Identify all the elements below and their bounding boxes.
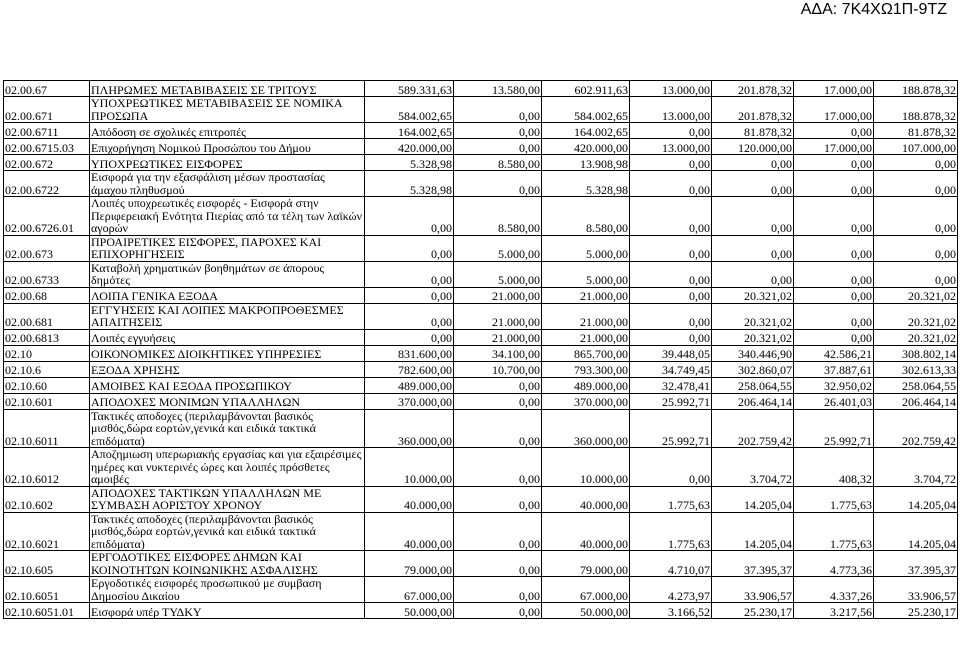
amount-cell: 589.331,63 [365,81,454,97]
amount-cell: 5.328,98 [365,155,454,171]
amount-cell: 17.000,00 [794,97,874,123]
account-description: ΟΙΚΟΝΟΜΙΚΕΣ ΔΙΟΙΚΗΤΙΚΕΣ ΥΠΗΡΕΣΙΕΣ [90,345,365,361]
amount-cell: 0,00 [794,287,874,303]
amount-cell: 202.759,42 [874,409,958,448]
amount-cell: 8.580,00 [454,155,542,171]
amount-cell: 408,32 [794,448,874,487]
amount-cell: 120.000,00 [712,139,794,155]
table-row [4,409,958,448]
amount-cell: 831.600,00 [365,345,454,361]
table-row [4,329,958,345]
amount-cell: 584.002,65 [365,97,454,123]
account-description: Εργοδοτικές εισφορές προσωπικού με συμβαση Δημοσίου Δικαίου [90,577,365,603]
amount-cell: 0,00 [712,155,794,171]
amount-cell: 40.000,00 [365,512,454,551]
account-code: 02.00.67 [4,81,90,97]
amount-cell: 5.000,00 [454,235,542,261]
amount-cell: 3.166,52 [630,603,712,619]
amount-cell: 188.878,32 [874,81,958,97]
amount-cell: 25.992,71 [630,409,712,448]
amount-cell: 1.775,63 [794,486,874,512]
amount-cell: 370.000,00 [542,393,630,409]
amount-cell: 14.205,04 [874,512,958,551]
account-description: ΛΟΙΠΑ ΓΕΝΙΚΑ ΕΞΟΔΑ [90,287,365,303]
amount-cell: 0,00 [794,123,874,139]
amount-cell: 302.860,07 [712,361,794,377]
amount-cell: 14.205,04 [712,486,794,512]
amount-cell: 10.700,00 [454,361,542,377]
amount-cell: 0,00 [454,512,542,551]
amount-cell: 8.580,00 [542,197,630,236]
amount-cell: 34.100,00 [454,345,542,361]
amount-cell: 33.906,57 [874,577,958,603]
amount-cell: 25.230,17 [874,603,958,619]
account-code: 02.10.602 [4,486,90,512]
account-code: 02.00.671 [4,97,90,123]
amount-cell: 5.328,98 [365,171,454,197]
account-description: ΕΞΟΔΑ ΧΡΗΣΗΣ [90,361,365,377]
amount-cell: 1.775,63 [630,512,712,551]
account-description: Αποζημιωση υπερωριακής εργασίας και για εξαιρέσιμες ημέρες και νυκτερινές ώρες και λοιπές πρόσθετες αμοιβές [90,448,365,487]
amount-cell: 13.908,98 [542,155,630,171]
amount-cell: 17.000,00 [794,81,874,97]
amount-cell: 0,00 [454,139,542,155]
amount-cell: 0,00 [365,197,454,236]
amount-cell: 4.773,36 [794,551,874,577]
amount-cell: 0,00 [794,235,874,261]
amount-cell: 0,00 [630,235,712,261]
amount-cell: 20.321,02 [712,287,794,303]
amount-cell: 40.000,00 [542,512,630,551]
amount-cell: 25.992,71 [794,409,874,448]
amount-cell: 10.000,00 [542,448,630,487]
amount-cell: 107.000,00 [874,139,958,155]
amount-cell: 40.000,00 [365,486,454,512]
amount-cell: 0,00 [794,171,874,197]
amount-cell: 0,00 [630,261,712,287]
amount-cell: 0,00 [454,171,542,197]
amount-cell: 50.000,00 [542,603,630,619]
amount-cell: 0,00 [454,393,542,409]
table-row [4,551,958,577]
amount-cell: 360.000,00 [542,409,630,448]
account-description: ΥΠΟΧΡΕΩΤΙΚΕΣ ΜΕΤΑΒΙΒΑΣΕΙΣ ΣΕ ΝΟΜΙΚΑ ΠΡΟΣΩΠΑ [90,97,365,123]
amount-cell: 188.878,32 [874,97,958,123]
amount-cell: 206.464,14 [712,393,794,409]
amount-cell: 33.906,57 [712,577,794,603]
account-description: Εισφορά υπέρ ΤΥΔΚΥ [90,603,365,619]
amount-cell: 0,00 [630,448,712,487]
table-row [4,512,958,551]
amount-cell: 420.000,00 [365,139,454,155]
amount-cell: 21.000,00 [542,287,630,303]
amount-cell: 201.878,32 [712,97,794,123]
amount-cell: 5.000,00 [542,261,630,287]
amount-cell: 26.401,03 [794,393,874,409]
amount-cell: 25.992,71 [630,393,712,409]
amount-cell: 0,00 [454,577,542,603]
amount-cell: 0,00 [365,303,454,329]
amount-cell: 37.395,37 [712,551,794,577]
amount-cell: 14.205,04 [874,486,958,512]
account-code: 02.10.6021 [4,512,90,551]
amount-cell: 0,00 [794,197,874,236]
amount-cell: 202.759,42 [712,409,794,448]
table-row [4,97,958,123]
amount-cell: 0,00 [454,603,542,619]
amount-cell: 0,00 [630,329,712,345]
amount-cell: 79.000,00 [542,551,630,577]
amount-cell: 0,00 [454,486,542,512]
table-row [4,603,958,619]
amount-cell: 0,00 [874,171,958,197]
amount-cell: 13.000,00 [630,81,712,97]
amount-cell: 0,00 [454,448,542,487]
amount-cell: 14.205,04 [712,512,794,551]
amount-cell: 0,00 [712,171,794,197]
amount-cell: 79.000,00 [365,551,454,577]
account-description: ΠΡΟΑΙΡΕΤΙΚΕΣ ΕΙΣΦΟΡΕΣ, ΠΑΡΟΧΕΣ ΚΑΙ ΕΠΙΧΟΡΗΓΗΣΕΙΣ [90,235,365,261]
amount-cell: 25.230,17 [712,603,794,619]
amount-cell: 21.000,00 [454,287,542,303]
table-row [4,139,958,155]
amount-cell: 0,00 [454,123,542,139]
amount-cell: 4.273,97 [630,577,712,603]
amount-cell: 21.000,00 [542,329,630,345]
table-row [4,197,958,236]
amount-cell: 0,00 [630,155,712,171]
table-row [4,303,958,329]
table-row [4,448,958,487]
amount-cell: 20.321,02 [874,329,958,345]
account-description: Τακτικές αποδοχες (περιλαμβάνονται βασικός μισθός,δώρα εορτών,γενικά και ειδικά τακτικά επιδόματα) [90,409,365,448]
amount-cell: 0,00 [794,155,874,171]
amount-cell: 42.586,21 [794,345,874,361]
amount-cell: 0,00 [874,235,958,261]
amount-cell: 370.000,00 [365,393,454,409]
amount-cell: 81.878,32 [712,123,794,139]
account-description: Εισφορά για την εξασφάλιση μέσων προστασίας άμαχου πληθυσμού [90,171,365,197]
amount-cell: 0,00 [630,287,712,303]
table-row [4,123,958,139]
amount-cell: 0,00 [630,171,712,197]
amount-cell: 258.064,55 [712,377,794,393]
amount-cell: 206.464,14 [874,393,958,409]
amount-cell: 81.878,32 [874,123,958,139]
table-row [4,577,958,603]
table-row [4,287,958,303]
amount-cell: 37.395,37 [874,551,958,577]
amount-cell: 0,00 [874,197,958,236]
table-row [4,235,958,261]
amount-cell: 258.064,55 [874,377,958,393]
amount-cell: 3.217,56 [794,603,874,619]
table-row [4,261,958,287]
amount-cell: 21.000,00 [454,329,542,345]
amount-cell: 0,00 [365,329,454,345]
amount-cell: 164.002,65 [542,123,630,139]
account-description: Τακτικές αποδοχες (περιλαμβάνονται βασικός μισθός,δώρα εορτών,γενικά και ειδικά τακτικά επιδόματα) [90,512,365,551]
table-row [4,345,958,361]
table-row [4,361,958,377]
amount-cell: 340.446,90 [712,345,794,361]
table-row [4,393,958,409]
amount-cell: 584.002,65 [542,97,630,123]
amount-cell: 0,00 [630,197,712,236]
account-code: 02.00.672 [4,155,90,171]
amount-cell: 420.000,00 [542,139,630,155]
table-row [4,155,958,171]
account-code: 02.10.6051 [4,577,90,603]
amount-cell: 40.000,00 [542,486,630,512]
amount-cell: 4.710,07 [630,551,712,577]
amount-cell: 0,00 [365,235,454,261]
amount-cell: 0,00 [454,409,542,448]
amount-cell: 782.600,00 [365,361,454,377]
table-row [4,81,958,97]
table-row [4,171,958,197]
account-code: 02.00.673 [4,235,90,261]
table-row [4,486,958,512]
account-description: Απόδοση σε σχολικές επιτροπές [90,123,365,139]
amount-cell: 0,00 [712,235,794,261]
account-code: 02.00.681 [4,303,90,329]
amount-cell: 32.478,41 [630,377,712,393]
amount-cell: 302.613,33 [874,361,958,377]
amount-cell: 489.000,00 [365,377,454,393]
account-description: ΠΛΗΡΩΜΕΣ ΜΕΤΑΒΙΒΑΣΕΙΣ ΣΕ ΤΡΙΤΟΥΣ [90,81,365,97]
amount-cell: 0,00 [874,261,958,287]
account-code: 02.10.60 [4,377,90,393]
amount-cell: 489.000,00 [542,377,630,393]
amount-cell: 1.775,63 [794,512,874,551]
account-code: 02.00.6722 [4,171,90,197]
account-code: 02.00.6715.03 [4,139,90,155]
amount-cell: 865.700,00 [542,345,630,361]
amount-cell: 50.000,00 [365,603,454,619]
account-code: 02.00.6813 [4,329,90,345]
account-code: 02.00.6733 [4,261,90,287]
account-code: 02.00.6711 [4,123,90,139]
amount-cell: 0,00 [712,261,794,287]
amount-cell: 17.000,00 [794,139,874,155]
amount-cell: 13.580,00 [454,81,542,97]
account-description: ΑΠΟΔΟΧΕΣ ΜΟΝΙΜΩΝ ΥΠΑΛΛΗΛΩΝ [90,393,365,409]
amount-cell: 67.000,00 [542,577,630,603]
amount-cell: 201.878,32 [712,81,794,97]
amount-cell: 10.000,00 [365,448,454,487]
amount-cell: 602.911,63 [542,81,630,97]
amount-cell: 20.321,02 [874,287,958,303]
amount-cell: 39.448,05 [630,345,712,361]
account-description: Καταβολή χρηματικών βοηθημάτων σε άπορους δημότες [90,261,365,287]
account-description: Επιχορήγηση Νομικού Προσώπου του Δήμου [90,139,365,155]
amount-cell: 0,00 [365,287,454,303]
account-code: 02.10.6012 [4,448,90,487]
amount-cell: 0,00 [712,197,794,236]
amount-cell: 5.328,98 [542,171,630,197]
amount-cell: 793.300,00 [542,361,630,377]
account-code: 02.00.68 [4,287,90,303]
amount-cell: 20.321,02 [712,329,794,345]
account-code: 02.10.6051.01 [4,603,90,619]
amount-cell: 0,00 [794,329,874,345]
amount-cell: 0,00 [630,303,712,329]
budget-table [3,80,958,619]
table-row [4,377,958,393]
account-code: 02.10.6 [4,361,90,377]
amount-cell: 8.580,00 [454,197,542,236]
account-code: 02.10 [4,345,90,361]
amount-cell: 20.321,02 [874,303,958,329]
amount-cell: 4.337,26 [794,577,874,603]
amount-cell: 37.887,61 [794,361,874,377]
account-description: ΑΠΟΔΟΧΕΣ ΤΑΚΤΙΚΩΝ ΥΠΑΛΛΗΛΩΝ ΜΕ ΣΥΜΒΑΣΗ ΑΟΡΙΣΤΟΥ ΧΡΟΝΟΥ [90,486,365,512]
amount-cell: 34.749,45 [630,361,712,377]
amount-cell: 0,00 [454,377,542,393]
amount-cell: 20.321,02 [712,303,794,329]
amount-cell: 13.000,00 [630,139,712,155]
account-code: 02.10.6011 [4,409,90,448]
account-code: 02.10.605 [4,551,90,577]
amount-cell: 21.000,00 [542,303,630,329]
amount-cell: 3.704,72 [712,448,794,487]
account-code: 02.10.601 [4,393,90,409]
account-description: ΕΓΓΥΗΣΕΙΣ ΚΑΙ ΛΟΙΠΕΣ ΜΑΚΡΟΠΡΟΘΕΣΜΕΣ ΑΠΑΙΤΗΣΕΙΣ [90,303,365,329]
amount-cell: 164.002,65 [365,123,454,139]
amount-cell: 67.000,00 [365,577,454,603]
amount-cell: 0,00 [794,261,874,287]
amount-cell: 13.000,00 [630,97,712,123]
amount-cell: 0,00 [794,303,874,329]
account-description: ΕΡΓΟΔΟΤΙΚΕΣ ΕΙΣΦΟΡΕΣ ΔΗΜΩΝ ΚΑΙ ΚΟΙΝΟΤΗΤΩΝ ΚΟΙΝΩΝΙΚΗΣ ΑΣΦΑΛΙΣΗΣ [90,551,365,577]
amount-cell: 0,00 [454,97,542,123]
amount-cell: 1.775,63 [630,486,712,512]
amount-cell: 0,00 [365,261,454,287]
account-description: ΑΜΟΙΒΕΣ ΚΑΙ ΕΞΟΔΑ ΠΡΟΣΩΠΙΚΟΥ [90,377,365,393]
amount-cell: 3.704,72 [874,448,958,487]
amount-cell: 21.000,00 [454,303,542,329]
ada-code: ΑΔΑ: 7Κ4ΧΩ1Π-9ΤΖ [800,1,947,18]
amount-cell: 308.802,14 [874,345,958,361]
amount-cell: 5.000,00 [454,261,542,287]
account-description: Λοιπές υποχρεωτικές εισφορές - Εισφορά στην Περιφερειακή Ενότητα Πιερίας από τα τέλη των λαϊκών αγορών [90,197,365,236]
amount-cell: 360.000,00 [365,409,454,448]
account-description: ΥΠΟΧΡΕΩΤΙΚΕΣ ΕΙΣΦΟΡΕΣ [90,155,365,171]
account-code: 02.00.6726.01 [4,197,90,236]
amount-cell: 0,00 [874,155,958,171]
amount-cell: 0,00 [454,551,542,577]
amount-cell: 32.950,02 [794,377,874,393]
amount-cell: 5.000,00 [542,235,630,261]
amount-cell: 0,00 [630,123,712,139]
account-description: Λοιπές εγγυήσεις [90,329,365,345]
